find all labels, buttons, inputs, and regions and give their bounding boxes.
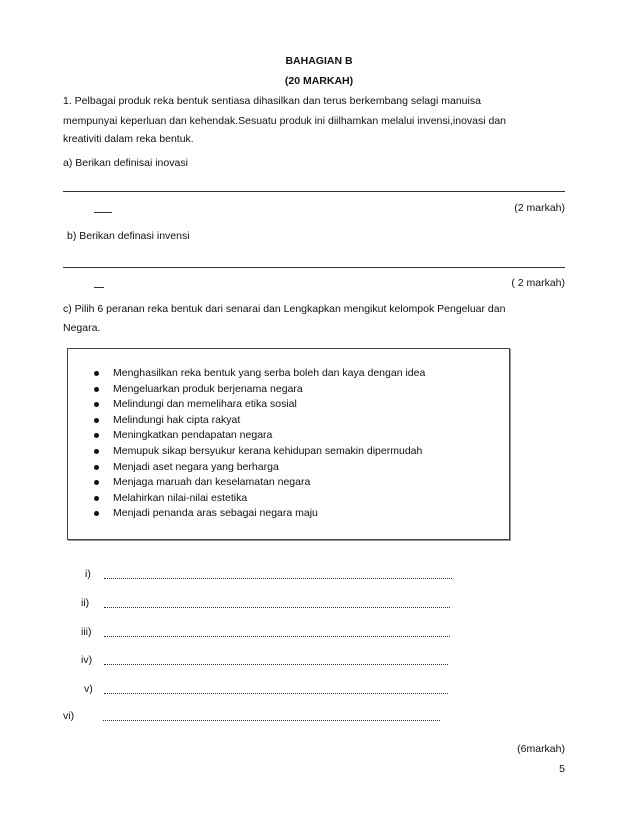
answer-label-1: i): [85, 568, 91, 580]
option-item: [94, 506, 425, 522]
section-title: BAHAGIAN B: [285, 55, 353, 67]
part-b-answer-line[interactable]: [63, 267, 565, 268]
part-a-marks: (2 markah): [514, 202, 565, 214]
answer-label-4: iv): [81, 654, 93, 666]
answer-label-3: iii): [81, 626, 92, 638]
part-b-prompt: b) Berikan definasi invensi: [67, 230, 190, 242]
bullet-icon: [94, 418, 99, 423]
part-b-answer-line-end: [94, 287, 104, 288]
part-c-prompt-line-2: Negara.: [63, 322, 101, 334]
answer-line-6[interactable]: [103, 720, 440, 721]
option-label: Melindungi hak cipta rakyat: [113, 413, 241, 426]
option-label: Melahirkan nilai-nilai estetika: [113, 491, 248, 504]
question-intro-line-3: kreativiti dalam reka bentuk.: [63, 133, 194, 145]
option-item: [94, 475, 425, 491]
option-label: Menghasilkan reka bentuk yang serba boleh dan kaya dengan idea: [113, 367, 426, 379]
part-a-answer-line[interactable]: [63, 191, 565, 192]
answer-line-5[interactable]: [104, 693, 448, 694]
option-item: [94, 428, 425, 444]
option-label: Melindungi dan memelihara etika sosial: [113, 398, 297, 411]
part-a-prompt: a) Berikan definisai inovasi: [63, 157, 188, 169]
answer-label-5: v): [84, 683, 93, 695]
option-item: [94, 460, 425, 476]
option-label: Memupuk sikap bersyukur kerana kehidupan semakin dipermudah: [113, 444, 423, 457]
option-item: [94, 382, 425, 398]
bullet-icon: [94, 511, 99, 516]
option-label: Menjadi penanda aras sebagai negara maju: [113, 507, 318, 520]
part-a-answer-line-end: [94, 212, 112, 213]
bullet-icon: [94, 387, 99, 392]
bullet-icon: [94, 433, 99, 438]
bullet-icon: [94, 496, 99, 501]
option-item: [94, 444, 425, 460]
answer-line-4[interactable]: [104, 664, 448, 665]
bullet-icon: [94, 402, 99, 407]
answer-label-6: vi): [63, 710, 75, 722]
bullet-icon: [94, 465, 99, 470]
section-marks: (20 MARKAH): [284, 75, 354, 87]
bullet-icon: [94, 480, 99, 485]
part-c-marks: (6markah): [517, 743, 565, 755]
options-box: [67, 348, 510, 540]
bullet-icon: [94, 371, 99, 376]
part-b-marks: ( 2 markah): [511, 277, 565, 289]
option-label: Menjaga maruah dan keselamatan negara: [113, 476, 311, 489]
answer-line-3[interactable]: [104, 636, 450, 637]
question-intro-line-1: 1. Pelbagai produk reka bentuk sentiasa dihasilkan dan terus berkembang selagi manuisa: [63, 95, 481, 107]
question-intro-line-2: mempunyai keperluan dan kehendak.Sesuatu produk ini diilhamkan melalui invensi,inovasi dan: [63, 115, 507, 127]
option-item: [94, 413, 425, 429]
bullet-icon: [94, 449, 99, 454]
option-label: Meningkatkan pendapatan negara: [113, 429, 273, 442]
part-c-prompt-line-1: c) Pilih 6 peranan reka bentuk dari senarai dan Lengkapkan mengikut kelompok Pengeluar dan: [63, 303, 506, 315]
option-item: [94, 397, 425, 413]
answer-line-2[interactable]: [104, 607, 450, 608]
option-item: [94, 491, 425, 507]
option-label: Menjadi aset negara yang berharga: [113, 460, 279, 473]
page-number: 5: [559, 763, 565, 775]
option-label: Mengeluarkan produk berjenama negara: [113, 382, 303, 395]
options-list: [94, 366, 425, 522]
answer-line-1[interactable]: [104, 578, 452, 579]
answer-label-2: ii): [81, 597, 90, 609]
option-item: [94, 366, 425, 382]
